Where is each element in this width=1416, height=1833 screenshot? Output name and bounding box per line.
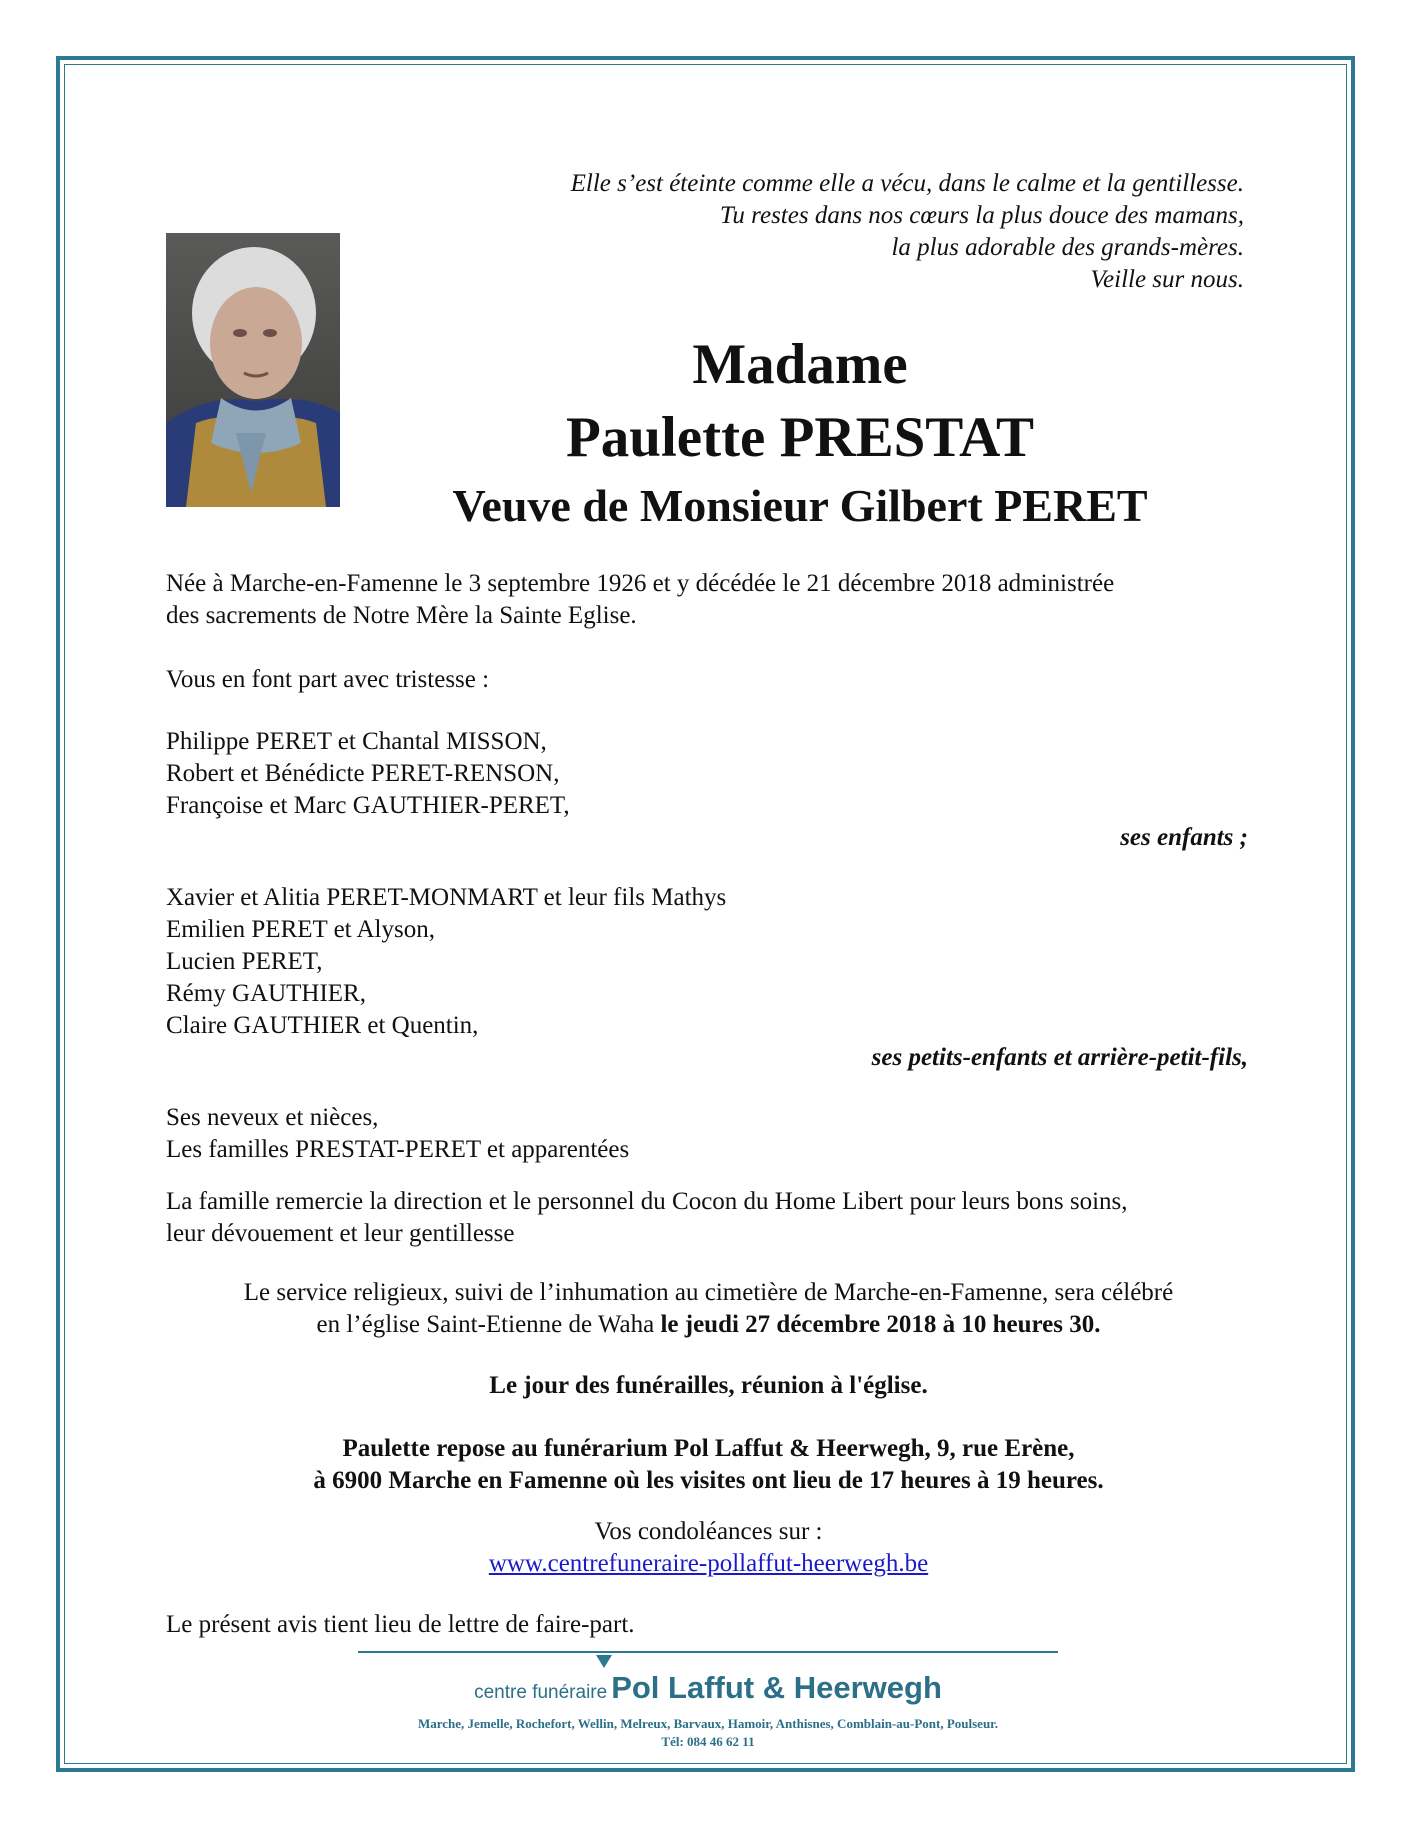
condolences-link[interactable]: www.centrefuneraire-pollaffut-heerwegh.be [488, 1550, 929, 1577]
meeting-line: Le jour des funérailles, réunion à l'église. [489, 1372, 928, 1399]
salutation: Madame [692, 333, 908, 396]
widow-of: Veuve de Monsieur Gilbert PERET [452, 480, 1148, 531]
text-line: à 6900 Marche en Famenne où les visites ont lieu de 17 heures à 19 heures. [313, 1467, 1104, 1494]
portrait-image [166, 233, 340, 507]
deceased-name: Paulette PRESTAT [565, 406, 1035, 469]
text-line: des sacrements de Notre Mère la Sainte Eglise. [166, 602, 637, 629]
list-item: Lucien PERET, [166, 948, 323, 975]
footer-divider [358, 1651, 1058, 1653]
service-datetime: le jeudi 27 décembre 2018 à 10 heures 30. [660, 1311, 1101, 1338]
birth-death-paragraph [166, 568, 1251, 632]
service-location: en l’église Saint-Etienne de Waha [316, 1311, 661, 1338]
footer-logo [358, 1670, 1058, 1706]
footer-towns: Marche, Jemelle, Rochefort, Wellin, Melreux, Barvaux, Hamoir, Anthisnes, Comblain-au-Pont, Poulseur. [417, 1716, 999, 1731]
service-paragraph [166, 1277, 1251, 1341]
epitaph-poem [344, 168, 1244, 296]
grandchildren-relation: ses petits-enfants et arrière-petit-fils, [871, 1044, 1248, 1071]
logo-prefix: centre funéraire [474, 1682, 608, 1703]
closing-line: Le présent avis tient lieu de lettre de faire-part. [166, 1611, 635, 1638]
intro-line: Vous en font part avec tristesse : [166, 666, 490, 693]
list-item: Rémy GAUTHIER, [166, 980, 366, 1007]
funerarium-paragraph [166, 1433, 1251, 1497]
text-line: Le service religieux, suivi de l’inhumation au cimetière de Marche-en-Famenne, sera célébré [243, 1279, 1174, 1306]
list-item: Xavier et Alitia PERET-MONMART et leur fils Mathys [166, 884, 727, 911]
list-item: Emilien PERET et Alyson, [166, 916, 435, 943]
list-item: Ses neveux et nièces, [166, 1104, 379, 1131]
triangle-marker-icon [596, 1655, 612, 1668]
text-line [166, 1309, 1251, 1341]
footer-phone: Tél: 084 46 62 11 [661, 1734, 755, 1749]
poem-line: Elle s’est éteinte comme elle a vécu, dans le calme et la gentillesse. [570, 170, 1244, 197]
text-line: leur dévouement et leur gentillesse [166, 1220, 515, 1247]
thanks-paragraph [166, 1186, 1251, 1250]
text-line: La famille remercie la direction et le personnel du Cocon du Home Libert pour leurs bons soins, [166, 1188, 1128, 1215]
children-relation: ses enfants ; [1120, 824, 1248, 851]
list-item: Françoise et Marc GAUTHIER-PERET, [166, 792, 570, 819]
portrait-photo [166, 233, 340, 507]
list-item: Les familles PRESTAT-PERET et apparentées [166, 1136, 630, 1163]
poem-line: la plus adorable des grands-mères. [891, 234, 1244, 261]
poem-line: Tu restes dans nos cœurs la plus douce des mamans, [719, 202, 1244, 229]
condolences-block [166, 1516, 1251, 1580]
text-line: Née à Marche-en-Famenne le 3 septembre 1926 et y décédée le 21 décembre 2018 administrée [166, 570, 1115, 597]
list-item: Robert et Bénédicte PERET-RENSON, [166, 760, 560, 787]
logo-brand: Pol Laffut & Heerwegh [611, 1670, 942, 1705]
grandchildren-list [166, 882, 1251, 1042]
condolences-label: Vos condoléances sur : [594, 1518, 823, 1545]
list-item: Philippe PERET et Chantal MISSON, [166, 728, 547, 755]
list-item: Claire GAUTHIER et Quentin, [166, 1012, 479, 1039]
others-list [166, 1102, 1251, 1166]
text-line: Paulette repose au funérarium Pol Laffut & Heerwegh, 9, rue Erène, [342, 1435, 1075, 1462]
poem-line: Veille sur nous. [1090, 266, 1244, 293]
children-list [166, 726, 1251, 822]
